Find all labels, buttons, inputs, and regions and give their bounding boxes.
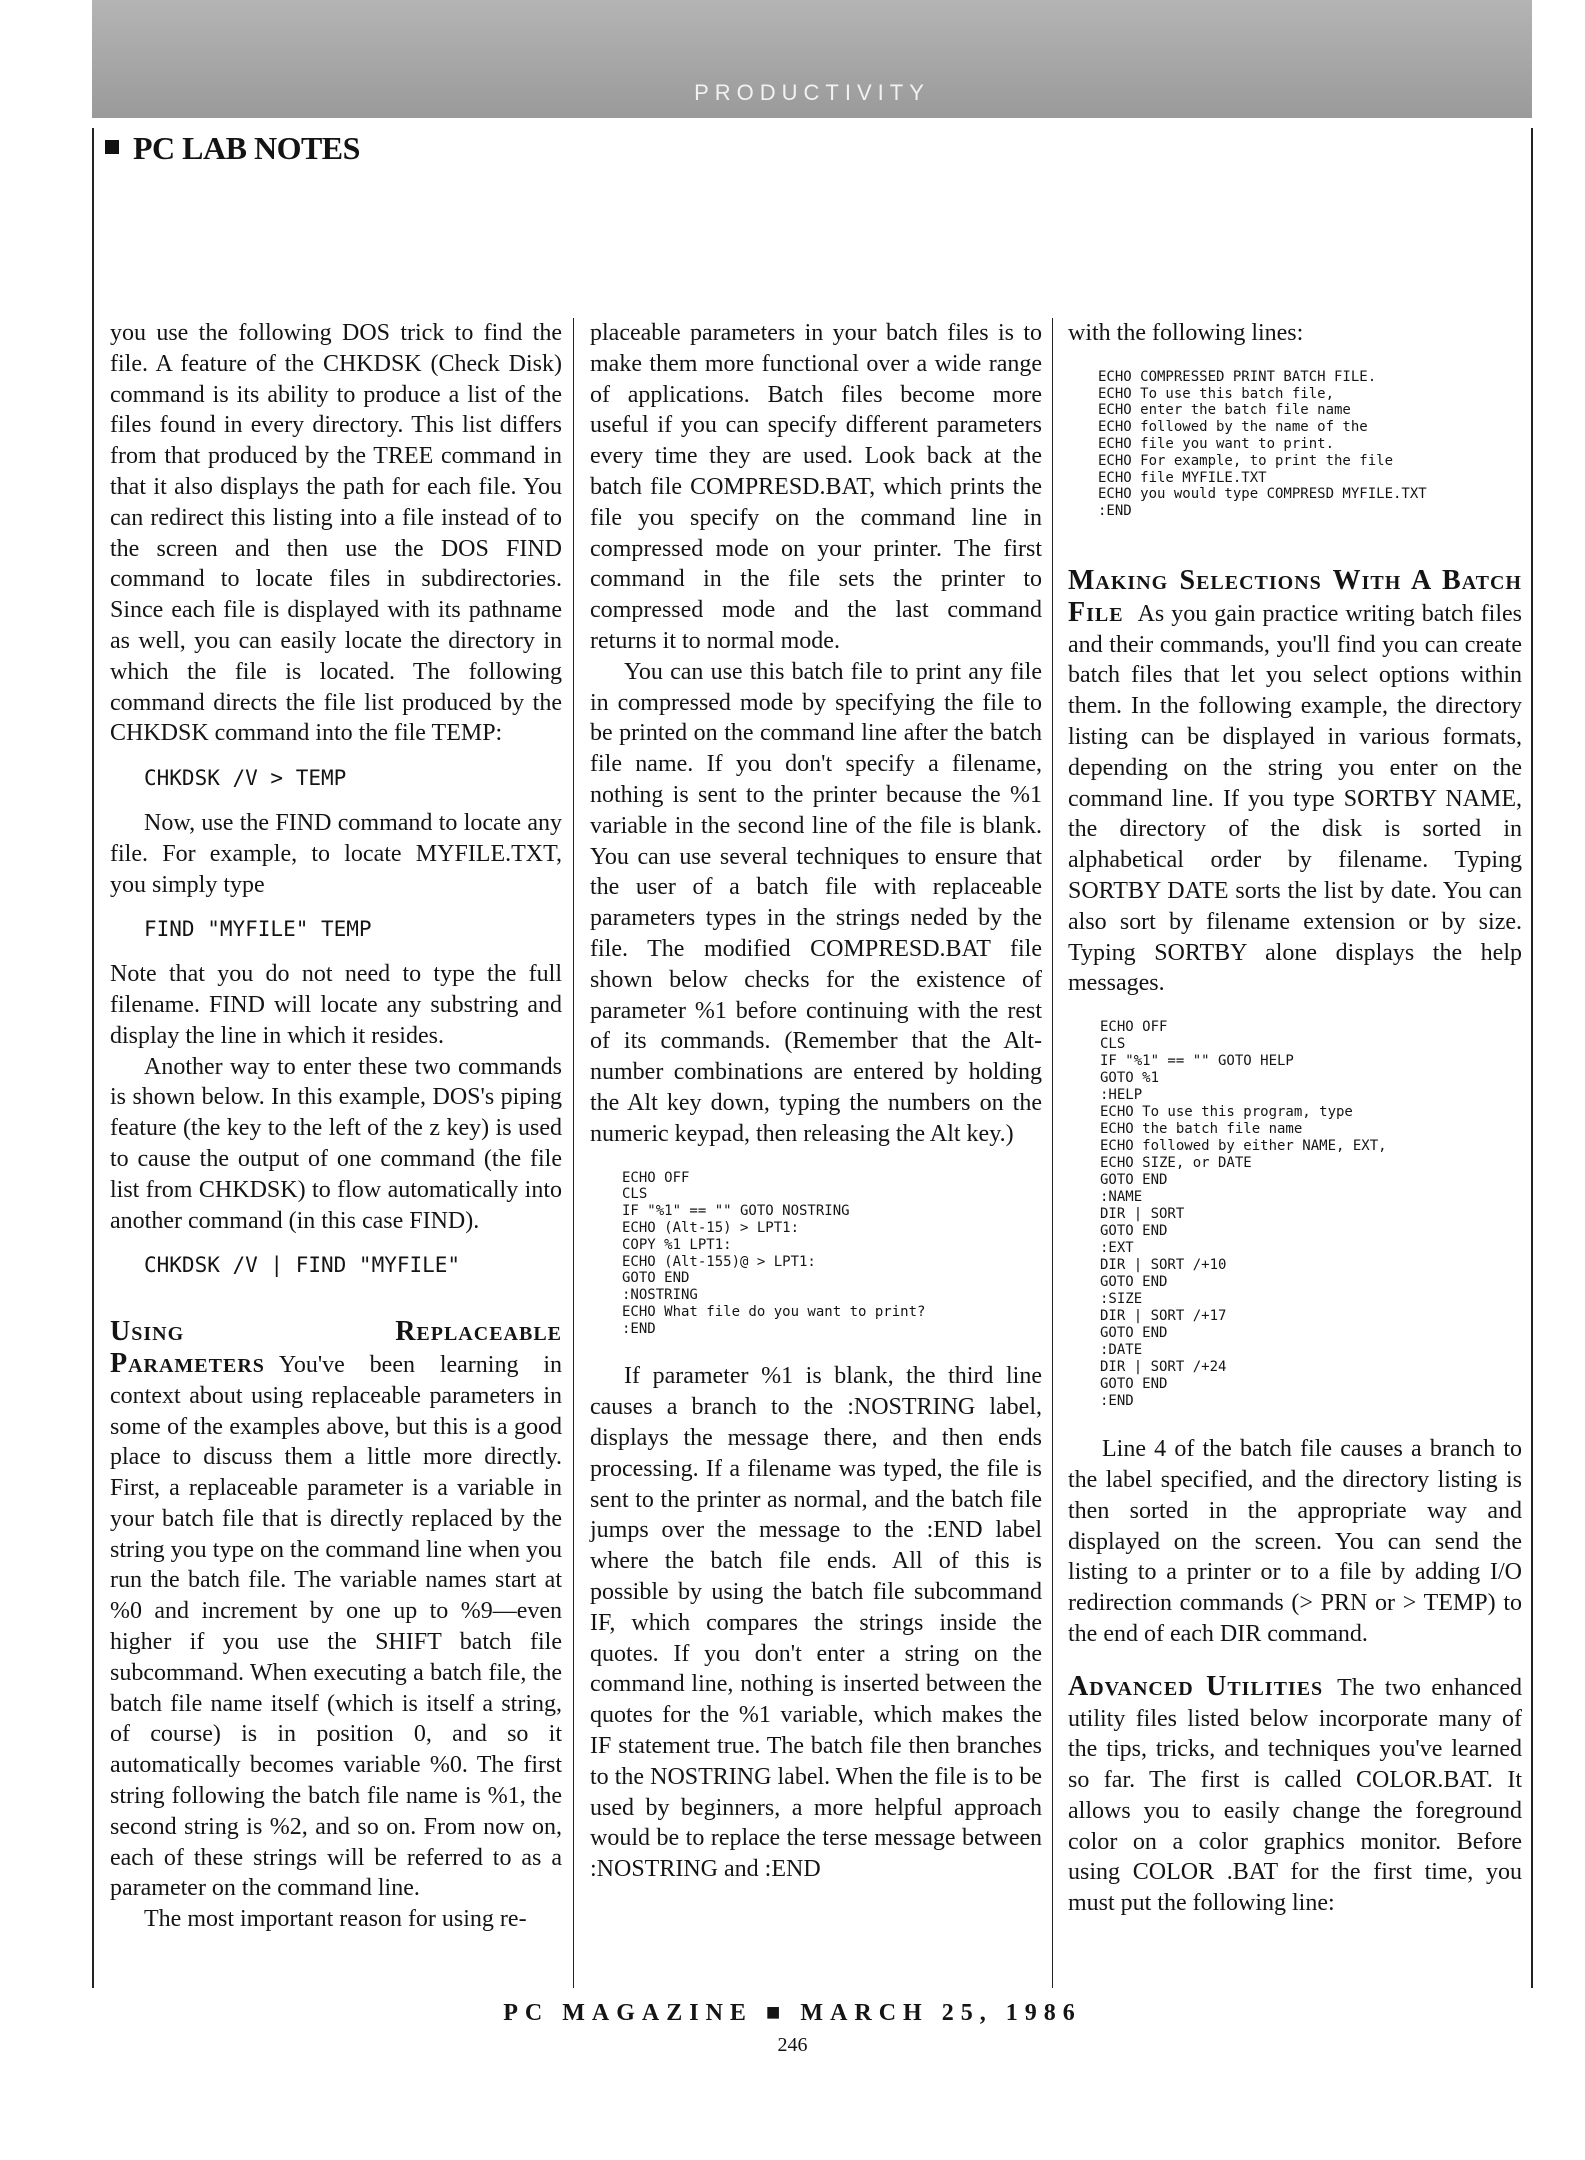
page-title: PC LAB NOTES — [133, 130, 360, 166]
column-rule-1 — [573, 318, 574, 1988]
subhead: Making Selections With A Batch File — [1068, 564, 1522, 628]
command-line: FIND "MYFILE" TEMP — [144, 917, 372, 942]
paragraph: You can use this batch file to print any file in compressed mode by specifying the file to be printed on the command line after the batch file name. If you don't specify a filename, nothing is sent to the printer because the %1 variable in the second line of the file is blank. You can use several techniques to ensure that the user of a batch file with replaceable parameters types in the strings neded by the file. The modified COMPRESD.BAT file shown below checks for the existence of parameter %1 before continuing with the rest of its commands. (Remember that the Alt-number combinations are entered by holding the Alt key down, typing the numbers on the numeric keypad, then releasing the Alt key.) — [590, 658, 1042, 1147]
column-3 — [1068, 318, 1522, 1919]
subhead: Using Replaceable Parameters — [110, 1316, 562, 1379]
paragraph: Now, use the FIND command to locate any file. For example, to locate MYFILE.TXT, you simply type — [110, 809, 562, 898]
code-listing: ECHO COMPRESSED PRINT BATCH FILE. ECHO To use this batch file, ECHO enter the batch file name ECHO followed by the name of the ECHO file you want to print. ECHO For example, to print the file ECHO file MYFILE.TXT ECHO you would type COMPRESD MYFILE.TXT :END — [1098, 368, 1427, 520]
code-listing: ECHO OFF CLS IF "%1" == "" GOTO NOSTRING ECHO (Alt-15) > LPT1: COPY %1 LPT1: ECHO (Alt-155)@ > LPT1: GOTO END :NOSTRING ECHO What file do you want to print? :END — [622, 1169, 926, 1337]
paragraph-text: As you gain practice writing batch files and their commands, you'll find you can create batch files that let you select options within them. In the following example, the directory listing can be displayed in various formats, depending on the string you enter on the command line. If you type SORTBY NAME, the directory of the disk is sorted in alphabetical order by filename. Typing SORTBY DATE sorts the list by date. You can also sort by filename extension or by size. Typing SORTBY alone displays the help messages. — [1068, 600, 1522, 997]
right-border-rule — [1531, 128, 1533, 1988]
page-heading — [105, 130, 360, 167]
footer-magazine-line: PC MAGAZINE ■ MARCH 25, 1986 — [503, 2000, 1082, 2026]
paragraph: If parameter %1 is blank, the third line causes a branch to the :NOSTRING label, displays the message there, and then ends processing. If a filename was typed, the file is sent to the printer as normal, and the batch file jumps over the message to the :END label where the batch file ends. All of this is possible by using the batch file subcommand IF, which compares the strings inside the quotes. If you don't enter a string on the command line, nothing is inserted between the quotes for the %1 variable, which makes the IF statement true. The batch file then branches to the NOSTRING label. When the file is to be used by beginners, a more helpful approach would be to replace the terse message between :NOSTRING and :END — [590, 1363, 1042, 1883]
paragraph-text: The two enhanced utility files listed below incorporate many of the tips, tricks, and techniques you've learned so far. The first is called COLOR.BAT. It allows you to easily change the foreground color on a color graphics monitor. Before using COLOR .BAT for the first time, you must put the following line: — [1068, 1674, 1522, 1917]
paragraph: with the following lines: — [1068, 320, 1304, 346]
spacer — [110, 1295, 562, 1317]
paragraph: Another way to enter these two commands is shown below. In this example, DOS's piping feature (the key to the left of the z key) is used to cause the output of one command (the file list from CHKDSK) to flow automatically into another command (in this case FIND). — [110, 1053, 562, 1234]
paragraph-text: You've been learning in context about using replaceable parameters in some of the examples above, but this is a good place to discuss them a little more directly. First, a replaceable parameter is a variable in your batch file that is directly replaced by the string you type on the command line when you run the batch file. The variable names start at %0 and increment by one up to %9—even higher if you use the SHIFT batch file subcommand. When executing a batch file, the batch file name itself (which is itself a string, of course) is in position 0, and so it automatically becomes variable %0. The first string following the batch file name is %1, the second string is %2, and so on. From now on, each of these strings will be referred to as a parameter on the command line. — [110, 1351, 562, 1902]
column-2 — [590, 318, 1042, 1885]
column-rule-2 — [1052, 318, 1053, 1988]
section-label: PRODUCTIVITY — [694, 80, 930, 105]
column-1 — [110, 318, 562, 1935]
bullet-square-icon — [105, 140, 119, 154]
page-number: 246 — [777, 2034, 808, 2056]
subhead: Advanced Utilities — [1068, 1670, 1324, 1702]
paragraph: Note that you do not need to type the full filename. FIND will locate any substring and display the line in which it resides. — [110, 961, 562, 1049]
spacer — [1068, 544, 1522, 566]
code-listing: ECHO OFF CLS IF "%1" == "" GOTO HELP GOTO %1 :HELP ECHO To use this program, type ECHO the batch file name ECHO followed by either NAME, EXT, ECHO SIZE, or DATE GOTO END :NAME DIR | SORT GOTO END :EXT DIR | SORT /+10 GOTO END :SIZE DIR | SORT /+17 GOTO END :DATE DIR | SORT /+24 GOTO END :END — [1100, 1019, 1387, 1410]
paragraph: placeable parameters in your batch files is to make them more functional over a wide range of applications. Batch files become more useful if you can specify different parameters every time they are used. Look back at the batch file COMPRESD.BAT, which prints the file you specify on the command line in compressed mode on your printer. The first command in the file sets the printer to compressed mode and the last command returns it to normal mode. — [590, 320, 1042, 654]
paragraph: The most important reason for using re- — [144, 1906, 527, 1933]
command-line: CHKDSK /V > TEMP — [144, 766, 347, 791]
left-border-rule — [92, 128, 94, 1988]
spacer — [1068, 1650, 1522, 1672]
paragraph: Line 4 of the batch file causes a branch to the label specified, and the directory listing is then sorted in the appropriate way and displayed on the screen. You can send the listing to a printer or to a file by adding I/O redirection commands (> PRN or > TEMP) to the end of each DIR command. — [1068, 1436, 1522, 1647]
command-line: CHKDSK /V | FIND "MYFILE" — [144, 1253, 461, 1278]
subhead-paragraph — [110, 1317, 562, 1904]
subhead-paragraph — [1068, 1672, 1522, 1919]
subhead-paragraph — [1068, 566, 1522, 999]
paragraph: you use the following DOS trick to find the file. A feature of the CHKDSK (Check Disk) command is its ability to produce a list of the files found in every directory. This list differs from that produced by the TREE command in that it also displays the path for each file. You can redirect this listing into a file instead of to the screen and then use the DOS FIND command to locate files in subdirectories. Since each file is displayed with its pathname as well, you can easily locate the directory in which the file is located. The following command directs the file list produced by the CHKDSK command into the file TEMP: — [110, 320, 562, 747]
